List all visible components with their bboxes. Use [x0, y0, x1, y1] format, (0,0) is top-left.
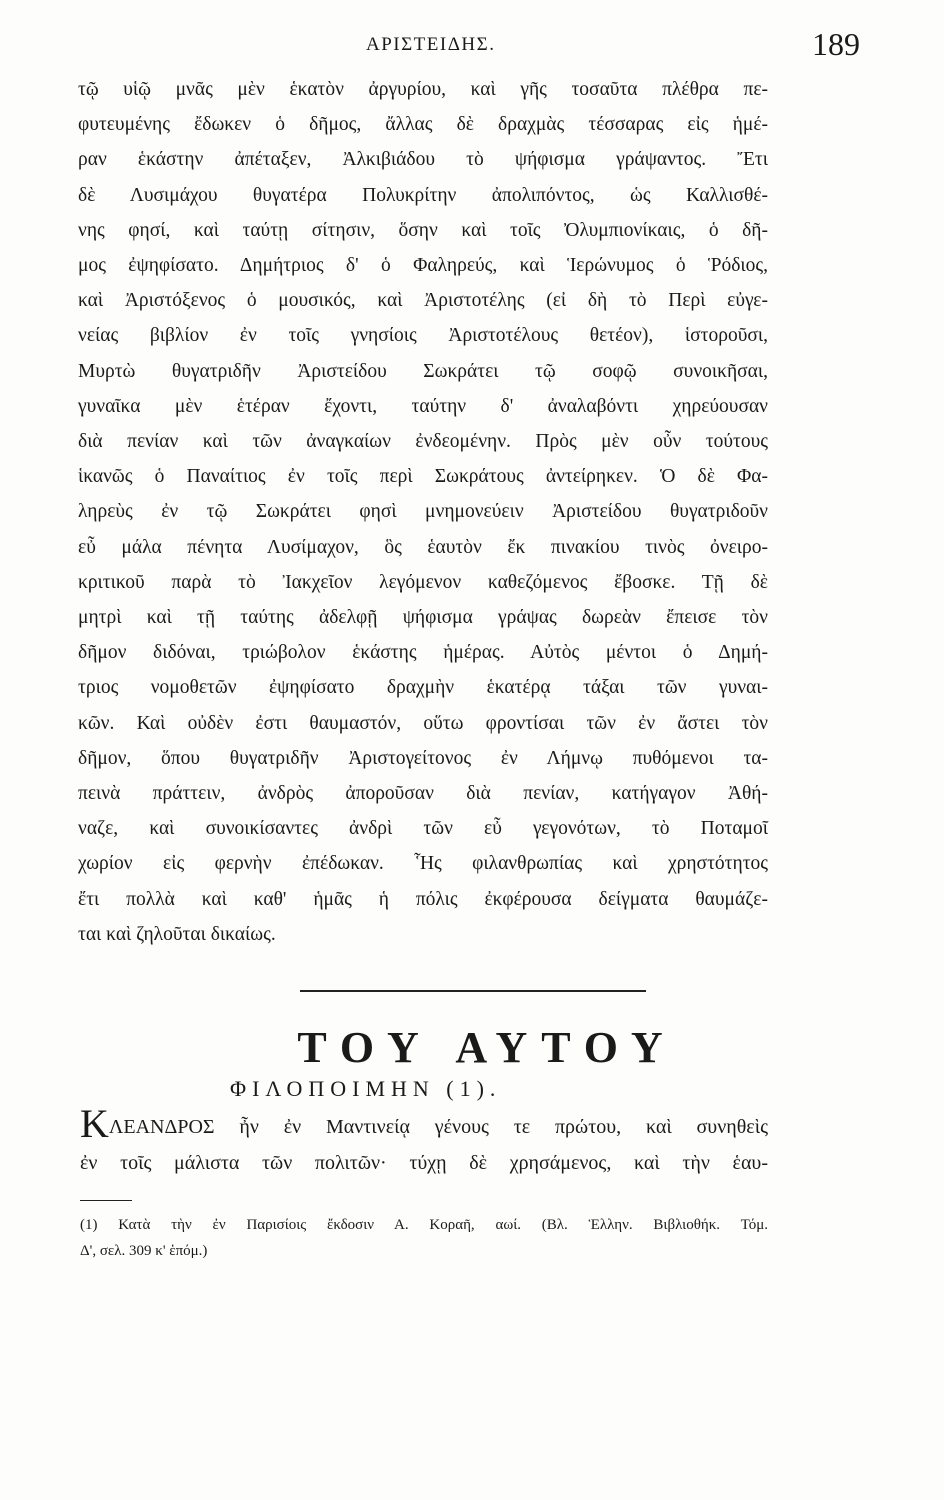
section-title: ΤΟΥ ΑΥΤΟΥ [297, 1023, 677, 1072]
text-line: ραν ἑκάστην ἀπέταξεν, Ἀλκιβιάδου τὸ ψήφισμα γράψαντος. Ἔτι [78, 149, 768, 171]
text-line: δῆμον διδόναι, τριώβολον ἑκάστης ἡμέρας. Αὐτὸς μέντοι ὁ Δημή- [78, 642, 768, 664]
text-line: ναζε, καὶ συνοικίσαντες ἀνδρὶ τῶν εὖ γεγονότων, τὸ Ποταμοῖ [78, 818, 768, 840]
text-line: τῷ υἱῷ μνᾶς μὲν ἑκατὸν ἀργυρίου, καὶ γῆς τοσαῦτα πλέθρα πε- [78, 79, 768, 100]
text-line-last: ται καὶ ζηλοῦται δικαίως. [78, 923, 276, 945]
running-head: ΑΡΙΣΤΕΙΔΗΣ. [366, 34, 496, 55]
body-text [78, 72, 768, 952]
opening-line: ἐν τοῖς μάλιστα τῶν πολιτῶν· τύχῃ δὲ χρησάμενος, καὶ τὴν ἑαυ- [80, 1152, 768, 1174]
text-line: Μυρτὼ θυγατριδῆν Ἀριστείδου Σωκράτει τῷ σοφῷ συνοικῆσαι, [78, 360, 768, 382]
text-line: κριτικοῦ παρὰ τὸ Ἰακχεῖον λεγόμενον καθεζόμενος ἔβοσκε. Τῇ δὲ [78, 571, 768, 593]
text-line: χωρίον εἰς φερνὴν ἐπέδωκαν. Ἧς φιλανθρωπίας καὶ χρηστότητος [78, 853, 768, 875]
text-line: δῆμον, ὅπου θυγατριδῆν Ἀριστογείτονος ἐν Λήμνῳ πυθόμενοι τα- [78, 747, 768, 769]
footnote-line: (1) Κατὰ τὴν ἐν Παρισίοις ἔκδοσιν Α. Κοραῆ, αωί. (Βλ. Ἑλλην. Βιβλιοθήκ. Τόμ. [80, 1217, 768, 1233]
text-line: μος ἐψηφίσατο. Δημήτριος δ' ὁ Φαληρεύς, καὶ Ἱερώνυμος ὁ Ῥόδιος, [78, 255, 768, 277]
text-line: εὖ μάλα πένητα Λυσίμαχον, ὃς ἑαυτὸν ἔκ πινακίου τινὸς ὀνειρο- [78, 536, 768, 558]
footnote-line: Δ', σελ. 309 κ' ἑπόμ.) [80, 1243, 208, 1259]
footnote [80, 1212, 768, 1264]
text-line: ἔτι πολλὰ καὶ καθ' ἡμᾶς ἡ πόλις ἐκφέρουσα δείγματα θαυμάζε- [78, 888, 768, 910]
text-line: δὲ Λυσιμάχου θυγατέρα Πολυκρίτην ἀπολιπόντος, ὡς Καλλισθέ- [78, 184, 768, 206]
text-line: διὰ πενίαν καὶ τῶν ἀναγκαίων ἐνδεομένην. Πρὸς μὲν οὖν τούτους [78, 431, 768, 453]
text-line: νης φησί, καὶ ταύτῃ σίτησιν, ὅσην καὶ τοῖς Ὀλυμπιονίκαις, ὁ δῆ- [78, 219, 768, 241]
page-number: 189 [812, 26, 860, 62]
text-line: μητρὶ καὶ τῇ ταύτης ἀδελφῇ ψήφισμα γράψας δωρεὰν ἔπεισε τὸν [78, 607, 768, 629]
drop-cap: Κ [80, 1101, 109, 1146]
text-line: ἱκανῶς ὁ Παναίτιος ἐν τοῖς περὶ Σωκράτους ἀντείρηκεν. Ὁ δὲ Φα- [78, 466, 768, 488]
text-line: τριος νομοθετῶν ἐψηφίσατο δραχμὴν ἑκατέρᾳ τάξαι τῶν γυναι- [78, 677, 768, 699]
text-line: νείας βιβλίον ἐν τοῖς γνησίοις Ἀριστοτέλους θετέον), ἱστοροῦσι, [78, 325, 768, 347]
section-divider [300, 990, 646, 992]
opening-line-text: ΛΕΑΝΔΡΟΣ ἦν ἐν Μαντινείᾳ γένους τε πρώτου, καὶ συνηθεὶς [108, 1116, 768, 1138]
text-line: κῶν. Καὶ οὐδὲν ἐστι θαυμαστόν, οὕτω φροντίσαι τῶν ἐν ἄστει τὸν [78, 712, 768, 734]
section-subtitle: ΦΙΛΟΠΟΙΜΗΝ (1). [230, 1076, 502, 1101]
text-line: καὶ Ἀριστόξενος ὁ μουσικός, καὶ Ἀριστοτέλης (εἰ δὴ τὸ Περὶ εὐγε- [78, 290, 768, 312]
text-line: πεινὰ πράττειν, ἀνδρὸς ἀποροῦσαν διὰ πενίαν, κατήγαγον Ἀθή- [78, 783, 768, 805]
opening-paragraph [80, 1101, 768, 1181]
footnote-rule [80, 1200, 132, 1201]
text-line: γυναῖκα μὲν ἑτέραν ἔχοντι, ταύτην δ' ἀναλαβόντι χηρεύουσαν [78, 395, 768, 417]
opening-line [80, 1101, 768, 1146]
text-line: φυτευμένης ἔδωκεν ὁ δῆμος, ἄλλας δὲ δραχμὰς τέσσαρας εἰς ἡμέ- [78, 114, 768, 136]
text-line: ληρεὺς ἐν τῷ Σωκράτει φησὶ μνημονεύειν Ἀριστείδου θυγατριδοῦν [78, 501, 768, 523]
